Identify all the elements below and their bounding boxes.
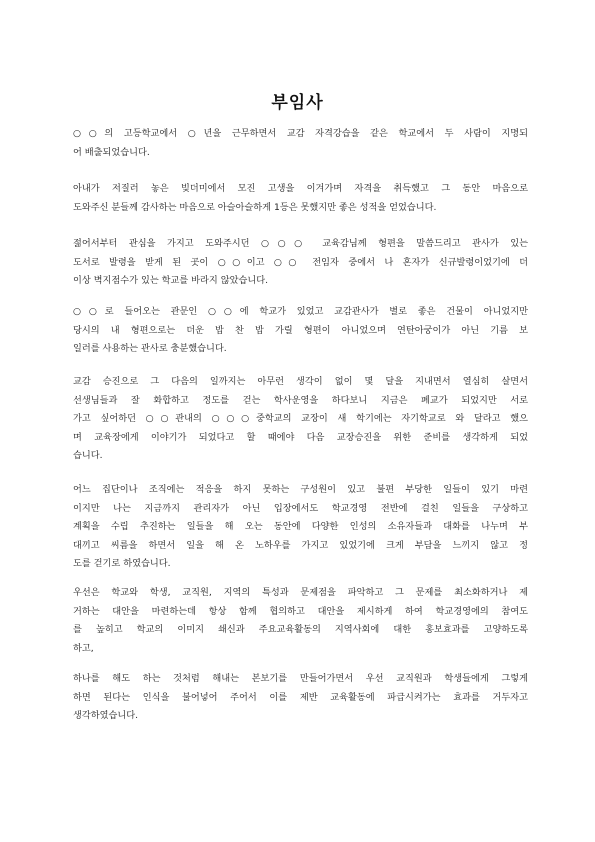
paragraph-8 [73,670,528,726]
text-line: 어 배출되었습니다. [73,146,150,158]
text-line: 하면 된다는 인식을 불어넣어 주어서 이를 제반 교육활동에 파급시켜가는 효과를 거두자고 [73,691,528,703]
paragraph-4 [73,303,528,359]
text-line: 이지만 나는 지금까지 관리자가 아닌 입장에서도 학교경영 전반에 걸친 일들을 구상하고 [73,502,528,514]
text-line: 우선은 학교와 학생, 교직원, 지역의 특성과 문제점을 파악하고 그 문제를 최소화하거나 제 [73,587,528,598]
text-line: 교감 승진으로 그 다음의 일까지는 아무런 생각이 없이 몇 달을 지내면서 열심히 살면서 [73,376,528,387]
text-line: 대끼고 씨름을 하면서 일을 해 온 노하우를 가지고 있었기에 크게 부담을 느끼지 않고 정 [73,539,528,551]
text-line: 가고 싶어하던 ○○관내의 ○○○중학교의 교장이 새 학기에는 자기학교로 와 달라고 했으 [73,413,528,424]
text-line: 도와주신 분들께 감사하는 마음으로 아슬아슬하게 1등은 못했지만 좋은 성적을 얻었습니다. [73,201,437,213]
text-line: 당시의 내 형편으로는 더운 밥 찬 밥 가릴 형편이 아니었으며 연탄아궁이가 아닌 기름 보 [73,324,528,336]
text-line: 생각하였습니다. [73,710,139,721]
text-line: 아내가 저질러 놓은 빚더미에서 모진 고생을 이겨가며 자격을 취득했고 그 동안 마음으로 [73,183,528,194]
text-line: 거하는 대안을 마련하는데 항상 함께 협의하고 대안을 제시하게 하여 학교경영에의 참여도 [73,605,528,617]
paragraph-6 [73,481,528,574]
paragraph-3 [73,235,528,291]
paragraph-5 [73,373,528,466]
text-line: 를 높히고 학교의 이미지 쇄신과 주요교육활동의 지역사회에 대한 홍보효과를 고양하도록 [73,624,528,635]
text-line: 하나를 해도 하는 것처럼 해내는 본보기를 만들어가면서 우선 교직원과 학생들에게 그렇게 [73,673,528,684]
text-line: 계획을 수립 추진하는 일들을 해 오는 동안에 다양한 인성의 소유자들과 대화를 나누며 부 [73,521,528,532]
text-line: 하고, [73,642,94,654]
text-line: 이상 벽지점수가 있는 학교를 바라지 않았습니다. [73,275,269,286]
document-title: 부임사 [271,93,324,113]
text-line: 일러를 사용하는 관사로 충분했습니다. [73,343,227,354]
text-line: 며 교육장에게 이야기가 되었다고 할 때에야 다음 교장승진을 위한 준비를 생각하게 되었 [73,431,528,443]
paragraph-1 [73,125,528,162]
text-line: 도서로 발령을 받게 된 곳이 ○○이고 ○○ 전임자 중에서 나 혼자가 신규발령이었기에 더 [73,256,528,268]
text-line: 어느 집단이나 조직에는 적응을 하지 못하는 구성원이 있고 불편 부당한 일들이 있기 마련 [73,484,528,495]
text-line: 습니다. [73,450,103,461]
text-line: ○○의 고등학교에서 ○년을 근무하면서 교감 자격강습을 같은 학교에서 두 사람이 지명되 [73,128,528,139]
paragraph-7 [73,584,528,658]
text-line: 도를 걷기로 하였습니다. [73,558,171,569]
text-line: 선생님들과 잘 화합하고 정도를 걷는 학사운영을 하다보니 지금은 폐교가 되었지만 서로 [73,394,528,406]
paragraph-2 [73,180,528,217]
text-line: ○○로 들어오는 관문인 ○○에 학교가 있었고 교감관사가 별로 좋은 건물이 아니었지만 [73,306,528,317]
text-line: 젊어서부터 관심을 가지고 도와주시던 ○○○ 교육감님께 형편을 말씀드리고 관사가 있는 [73,238,528,249]
